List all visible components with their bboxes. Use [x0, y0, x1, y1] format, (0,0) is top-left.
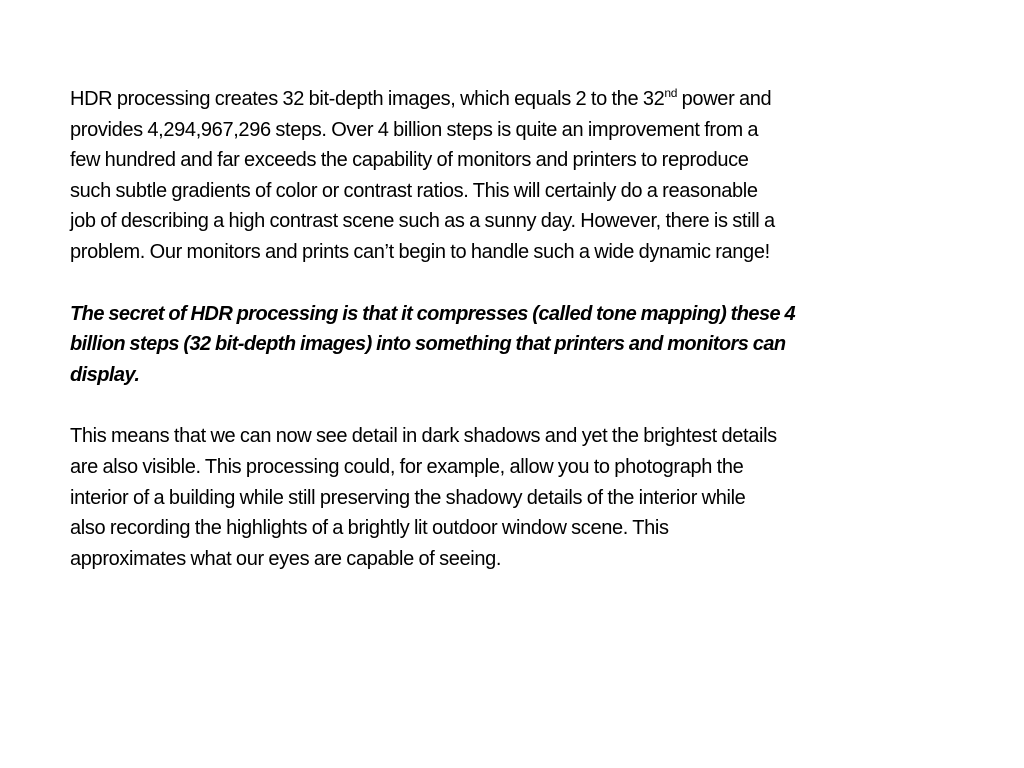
paragraph-hdr-bit-depth-text: HDR processing creates 32 bit-depth images, which equals 2 to the 32: [70, 88, 665, 110]
paragraph-hdr-bit-depth-text-continued: power and provides 4,294,967,296 steps. Over 4 billion steps is quite an improvement from a few hundred and far exceeds the capability of monitors and printers to reproduce such subtle gradients of color or contrast ratios. This will certainly do a reasonable job of describing a high contrast scene such as a sunny day. However, there is still a problem. Our monitors and prints can’t begin to handle such a wide dynamic range!: [70, 88, 775, 263]
paragraph-hdr-bit-depth: [70, 84, 970, 268]
paragraph-tone-mapping-secret: The secret of HDR processing is that it compresses (called tone mapping) these 4 billion steps (32 bit-depth images) into something that printers and monitors can display.: [70, 302, 796, 386]
superscript-nd: nd: [664, 86, 678, 100]
paragraph-shadow-detail: This means that we can now see detail in dark shadows and yet the brightest details are also visible. This processing could, for example, allow you to photograph the interior of a building while still preserving the shadowy details of the interior while also recording the highlights of a brightly lit outdoor window scene. This approximates what our eyes are capable of seeing.: [70, 425, 777, 570]
slide-body-text: [70, 84, 970, 574]
